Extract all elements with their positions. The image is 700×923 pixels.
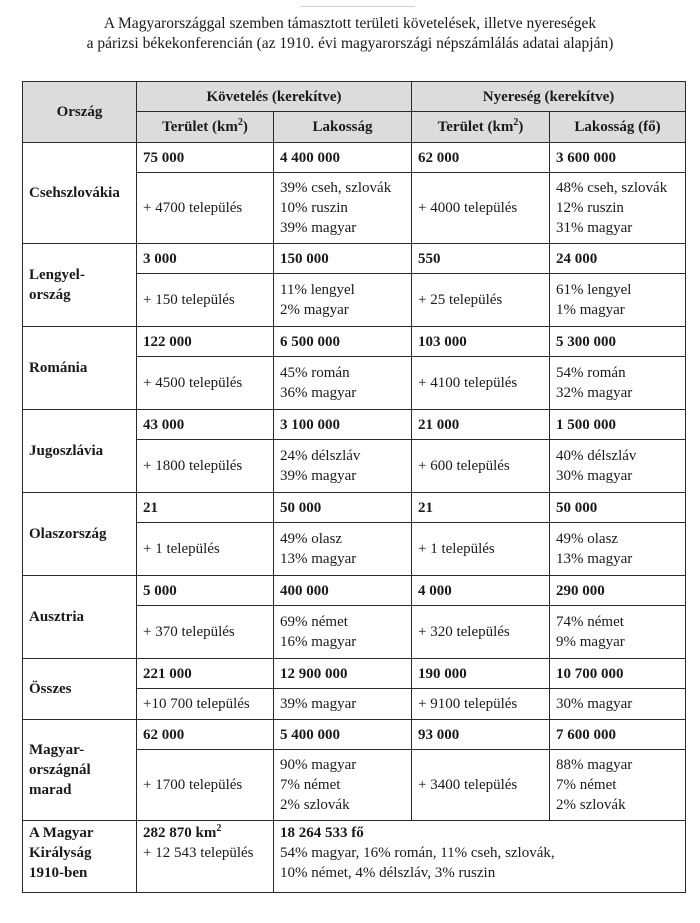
page-title: [0, 14, 700, 54]
title-line-1: A Magyarországgal szemben támasztott területi követelések, illetve nyereségek: [103, 15, 597, 32]
table-row: [23, 576, 686, 606]
header-demand-area: Terület $(km^2)$: [137, 112, 274, 143]
cell-g-pop: 50 000: [550, 493, 686, 523]
cell-g-sett: + 9100 település: [412, 689, 550, 720]
cell-d-sett: + 4700 település: [137, 173, 274, 244]
cell-g-area: 21 000: [412, 410, 550, 440]
cell-g-pop: 24 000: [550, 244, 686, 274]
country-name: Olaszország: [23, 493, 137, 576]
country-name: Jugoszlávia: [23, 410, 137, 493]
cell-g-area: 103 000: [412, 327, 550, 357]
cell-g-comp: 49% olasz 13% magyar: [550, 523, 686, 576]
cell-g-sett: + 4000 település: [412, 173, 550, 244]
cell-g-comp: 40% délszláv 30% magyar: [550, 440, 686, 493]
cell-d-pop: 3 100 000: [274, 410, 412, 440]
top-edge-mark: [300, 0, 415, 7]
cell-d-area: 3 000: [137, 244, 274, 274]
country-name: Ausztria: [23, 576, 137, 659]
cell-g-sett: + 25 település: [412, 274, 550, 327]
table-row: [23, 143, 686, 173]
cell-d-area: 122 000: [137, 327, 274, 357]
header-country: Ország: [23, 82, 137, 143]
cell-d-pop: 400 000: [274, 576, 412, 606]
total-area-cell: 282 870 $km^2$ + 12 543 település: [137, 821, 274, 893]
cell-d-area: 221 000: [137, 659, 274, 689]
header-demand: Követelés (kerekítve): [137, 82, 412, 112]
total-pop-cell: [274, 821, 686, 893]
cell-d-area: 21: [137, 493, 274, 523]
cell-d-pop: 4 400 000: [274, 143, 412, 173]
table-row: [23, 327, 686, 357]
cell-g-pop: 10 700 000: [550, 659, 686, 689]
cell-g-comp: 88% magyar 7% német 2% szlovák: [550, 750, 686, 821]
header-gain-area: Terület $(km^2)$: [412, 112, 550, 143]
cell-d-comp: 90% magyar 7% német 2% szlovák: [274, 750, 412, 821]
table-row: [23, 720, 686, 750]
cell-g-comp: 54% román 32% magyar: [550, 357, 686, 410]
table-row: [23, 244, 686, 274]
table-row: [23, 659, 686, 689]
total-settlements: + 12 543 település: [143, 845, 254, 861]
total-pop: 18 264 533 fő: [280, 825, 364, 841]
cell-g-area: 93 000: [412, 720, 550, 750]
cell-d-area: 75 000: [137, 143, 274, 173]
country-name: Összes: [23, 659, 137, 720]
cell-d-sett: + 370 település: [137, 606, 274, 659]
total-row: [23, 821, 686, 893]
cell-g-area: 62 000: [412, 143, 550, 173]
cell-d-comp: 45% román 36% magyar: [274, 357, 412, 410]
cell-d-comp: 11% lengyel 2% magyar: [274, 274, 412, 327]
cell-d-pop: 6 500 000: [274, 327, 412, 357]
country-name: Csehszlovákia: [23, 143, 137, 244]
country-name: Románia: [23, 327, 137, 410]
cell-g-pop: 290 000: [550, 576, 686, 606]
header-gain: Nyereség (kerekítve): [412, 82, 686, 112]
cell-d-sett: + 4500 település: [137, 357, 274, 410]
cell-g-sett: + 1 település: [412, 523, 550, 576]
cell-d-pop: 50 000: [274, 493, 412, 523]
cell-d-area: 5 000: [137, 576, 274, 606]
total-composition: 54% magyar, 16% román, 11% cseh, szlovák, 10% német, 4% délszláv, 3% ruszin: [280, 845, 555, 881]
country-name: Magyar- országnál marad: [23, 720, 137, 821]
country-name: Lengyel- ország: [23, 244, 137, 327]
cell-d-pop: 12 900 000: [274, 659, 412, 689]
header-gain-pop: Lakosság (fő): [550, 112, 686, 143]
cell-g-sett: + 3400 település: [412, 750, 550, 821]
cell-g-comp: 48% cseh, szlovák 12% ruszin 31% magyar: [550, 173, 686, 244]
cell-d-comp: 49% olasz 13% magyar: [274, 523, 412, 576]
header-demand-pop: Lakosság: [274, 112, 412, 143]
cell-d-sett: + 1 település: [137, 523, 274, 576]
cell-d-comp: 39% magyar: [274, 689, 412, 720]
claims-table: [22, 81, 686, 893]
total-country: A Magyar Királyság 1910-ben: [23, 821, 137, 893]
cell-g-pop: 3 600 000: [550, 143, 686, 173]
table-row: [23, 493, 686, 523]
cell-g-area: 190 000: [412, 659, 550, 689]
cell-d-comp: 69% német 16% magyar: [274, 606, 412, 659]
cell-d-area: 62 000: [137, 720, 274, 750]
cell-g-sett: + 4100 település: [412, 357, 550, 410]
cell-d-sett: + 1800 település: [137, 440, 274, 493]
table-row: [23, 410, 686, 440]
cell-g-sett: + 320 település: [412, 606, 550, 659]
cell-d-comp: 39% cseh, szlovák 10% ruszin 39% magyar: [274, 173, 412, 244]
title-line-2: a párizsi békekonferencián (az 1910. évi magyarországi népszámlálás adatai alapján): [86, 35, 614, 52]
cell-d-sett: + 150 település: [137, 274, 274, 327]
cell-g-sett: + 600 település: [412, 440, 550, 493]
cell-d-comp: 24% délszláv 39% magyar: [274, 440, 412, 493]
cell-g-comp: 74% német 9% magyar: [550, 606, 686, 659]
cell-d-area: 43 000: [137, 410, 274, 440]
cell-d-sett: +10 700 település: [137, 689, 274, 720]
cell-d-pop: 150 000: [274, 244, 412, 274]
cell-g-area: 4 000: [412, 576, 550, 606]
cell-g-pop: 5 300 000: [550, 327, 686, 357]
cell-g-pop: 7 600 000: [550, 720, 686, 750]
cell-g-area: 550: [412, 244, 550, 274]
cell-g-pop: 1 500 000: [550, 410, 686, 440]
cell-g-comp: 30% magyar: [550, 689, 686, 720]
cell-g-comp: 61% lengyel 1% magyar: [550, 274, 686, 327]
cell-d-sett: + 1700 település: [137, 750, 274, 821]
cell-d-pop: 5 400 000: [274, 720, 412, 750]
cell-g-area: 21: [412, 493, 550, 523]
